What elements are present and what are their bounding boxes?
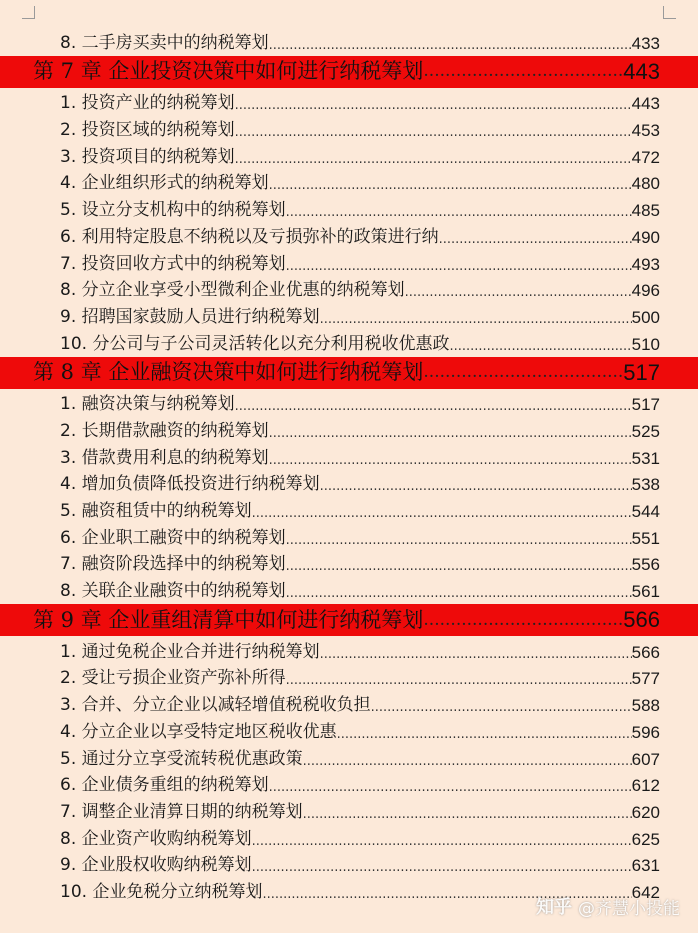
entry-title: 8. 二手房买卖中的纳税筹划 bbox=[60, 32, 269, 53]
dot-leader bbox=[320, 313, 632, 329]
toc-chapter-heading[interactable] bbox=[0, 56, 698, 88]
zhihu-logo: 知乎 bbox=[536, 897, 572, 918]
page-number: 443 bbox=[623, 58, 660, 84]
entry-title: 3. 借款费用利息的纳税筹划 bbox=[60, 447, 269, 468]
dot-leader bbox=[235, 126, 632, 142]
page-number: 642 bbox=[631, 882, 660, 902]
dot-leader bbox=[303, 755, 632, 771]
dot-leader bbox=[252, 835, 632, 851]
entry-title: 4. 分立企业以享受特定地区税收优惠 bbox=[60, 721, 337, 742]
entry-title: 1. 通过免税企业合并进行纳税筹划 bbox=[60, 641, 320, 662]
entry-title: 7. 投资回收方式中的纳税筹划 bbox=[60, 253, 286, 274]
dot-leader bbox=[371, 701, 632, 717]
toc-entry[interactable] bbox=[0, 664, 698, 691]
toc-entry[interactable] bbox=[0, 550, 698, 577]
entry-title: 9. 招聘国家鼓励人员进行纳税筹划 bbox=[60, 306, 320, 327]
dot-leader bbox=[235, 99, 632, 115]
page-corner-mark-left bbox=[22, 6, 35, 19]
page-number: 631 bbox=[631, 856, 660, 876]
toc-entry[interactable] bbox=[0, 89, 698, 116]
toc-entry[interactable] bbox=[0, 824, 698, 851]
dot-leader bbox=[286, 587, 632, 603]
entry-title: 9. 企业股权收购纳税筹划 bbox=[60, 855, 252, 876]
page-number: 496 bbox=[631, 281, 660, 301]
dot-leader bbox=[303, 808, 632, 824]
entry-title: 3. 合并、分立企业以减轻增值税税收负担 bbox=[60, 695, 371, 716]
watermark bbox=[536, 893, 680, 919]
entry-title: 8. 分立企业享受小型微利企业优惠的纳税筹划 bbox=[60, 280, 405, 301]
toc-entry[interactable] bbox=[0, 470, 698, 497]
dot-leader bbox=[405, 286, 632, 302]
page-number: 510 bbox=[631, 334, 660, 354]
toc-entry[interactable] bbox=[0, 142, 698, 169]
entry-title: 6. 利用特定股息不纳税以及亏损弥补的政策进行纳 bbox=[60, 226, 439, 247]
page-number: 531 bbox=[631, 448, 660, 468]
dot-leader bbox=[423, 364, 623, 381]
entry-title: 5. 设立分支机构中的纳税筹划 bbox=[60, 200, 286, 221]
entry-title: 6. 企业债务重组的纳税筹划 bbox=[60, 775, 269, 796]
page-number: 588 bbox=[631, 696, 660, 716]
dot-leader bbox=[235, 153, 632, 169]
dot-leader bbox=[286, 206, 632, 222]
page-number: 538 bbox=[631, 475, 660, 495]
chapter-title: 第 8 章 企业融资决策中如何进行纳税筹划 bbox=[33, 360, 424, 385]
toc-entry[interactable] bbox=[0, 576, 698, 603]
page-number: 433 bbox=[631, 33, 660, 53]
dot-leader bbox=[252, 861, 632, 877]
toc-chapter-heading[interactable] bbox=[0, 604, 698, 636]
toc-entry[interactable] bbox=[0, 169, 698, 196]
dot-leader bbox=[286, 674, 632, 690]
toc-entry[interactable] bbox=[0, 717, 698, 744]
page-number: 596 bbox=[631, 722, 660, 742]
entry-title: 5. 融资租赁中的纳税筹划 bbox=[60, 501, 252, 521]
entry-title: 6. 企业职工融资中的纳税筹划 bbox=[60, 527, 286, 548]
dot-leader bbox=[269, 454, 632, 470]
dot-leader bbox=[286, 260, 632, 276]
toc-entry[interactable] bbox=[0, 28, 698, 55]
page-number: 556 bbox=[631, 555, 660, 575]
toc-entry[interactable] bbox=[0, 329, 698, 356]
entry-title: 8. 关联企业融资中的纳税筹划 bbox=[60, 581, 286, 602]
dot-leader bbox=[235, 400, 632, 416]
page-number: 493 bbox=[631, 254, 660, 274]
page-number: 625 bbox=[631, 829, 660, 849]
entry-title: 3. 投资项目的纳税筹划 bbox=[60, 146, 235, 167]
toc-chapter-heading[interactable] bbox=[0, 357, 698, 389]
toc-entry[interactable] bbox=[0, 443, 698, 470]
watermark-author: @齐慧小投能 bbox=[578, 898, 680, 919]
entry-title: 2. 受让亏损企业资产弥补所得 bbox=[60, 668, 286, 689]
entry-title: 10. 分公司与子公司灵活转化以充分利用税收优惠政 bbox=[60, 333, 450, 354]
page-number: 566 bbox=[623, 607, 660, 633]
dot-leader bbox=[286, 534, 632, 550]
dot-leader bbox=[423, 63, 623, 80]
dot-leader bbox=[286, 560, 632, 576]
entry-title: 7. 调整企业清算日期的纳税筹划 bbox=[60, 801, 303, 822]
entry-title: 8. 企业资产收购纳税筹划 bbox=[60, 828, 252, 849]
page-number: 544 bbox=[631, 502, 660, 521]
toc-entry[interactable] bbox=[0, 771, 698, 798]
toc-entry[interactable] bbox=[0, 302, 698, 329]
toc-entry[interactable] bbox=[0, 195, 698, 222]
toc-entry[interactable] bbox=[0, 222, 698, 249]
dot-leader bbox=[269, 39, 632, 55]
page-number: 561 bbox=[631, 582, 660, 602]
entry-title: 4. 增加负债降低投资进行纳税筹划 bbox=[60, 474, 320, 495]
page-number: 525 bbox=[631, 421, 660, 441]
toc-entry[interactable] bbox=[0, 496, 698, 523]
dot-leader bbox=[449, 340, 631, 356]
page-number: 620 bbox=[631, 802, 660, 822]
chapter-title: 第 9 章 企业重组清算中如何进行纳税筹划 bbox=[33, 607, 424, 632]
toc-entry[interactable] bbox=[0, 276, 698, 303]
chapter-title: 第 7 章 企业投资决策中如何进行纳税筹划 bbox=[33, 59, 424, 84]
dot-leader bbox=[269, 179, 632, 195]
page-number: 500 bbox=[631, 307, 660, 327]
dot-leader bbox=[269, 781, 632, 797]
page-corner-mark-right bbox=[663, 6, 676, 19]
toc-entry[interactable] bbox=[0, 416, 698, 443]
entry-title: 1. 投资产业的纳税筹划 bbox=[60, 93, 235, 114]
page-number: 517 bbox=[623, 359, 660, 385]
page-number: 517 bbox=[631, 395, 660, 415]
page-number: 490 bbox=[631, 227, 660, 247]
dot-leader bbox=[439, 233, 632, 249]
dot-leader bbox=[423, 612, 623, 629]
page-number: 443 bbox=[631, 94, 660, 114]
entry-title: 4. 企业组织形式的纳税筹划 bbox=[60, 173, 269, 194]
table-of-contents bbox=[0, 28, 698, 904]
dot-leader bbox=[252, 507, 632, 523]
toc-entry[interactable] bbox=[0, 390, 698, 417]
entry-title: 2. 投资区域的纳税筹划 bbox=[60, 120, 235, 141]
page-number: 472 bbox=[631, 147, 660, 167]
entry-title: 10. 企业免税分立纳税筹划 bbox=[60, 881, 263, 902]
page-number: 577 bbox=[631, 669, 660, 689]
dot-leader bbox=[337, 728, 632, 744]
toc-entry[interactable] bbox=[0, 797, 698, 824]
page-number: 551 bbox=[631, 528, 660, 548]
dot-leader bbox=[320, 480, 632, 496]
entry-title: 2. 长期借款融资的纳税筹划 bbox=[60, 420, 269, 441]
entry-title: 1. 融资决策与纳税筹划 bbox=[60, 394, 235, 415]
toc-entry[interactable] bbox=[0, 249, 698, 276]
page-number: 453 bbox=[631, 121, 660, 141]
page-number: 612 bbox=[631, 776, 660, 796]
toc-entry[interactable] bbox=[0, 637, 698, 664]
toc-entry[interactable] bbox=[0, 744, 698, 771]
page-number: 607 bbox=[631, 749, 660, 769]
entry-title: 5. 通过分立享受流转税优惠政策 bbox=[60, 748, 303, 769]
page-number: 480 bbox=[631, 174, 660, 194]
toc-entry[interactable] bbox=[0, 690, 698, 717]
toc-entry[interactable] bbox=[0, 115, 698, 142]
page-number: 485 bbox=[631, 201, 660, 221]
page-number: 566 bbox=[631, 642, 660, 662]
dot-leader bbox=[320, 648, 632, 664]
toc-entry[interactable] bbox=[0, 523, 698, 550]
toc-entry[interactable] bbox=[0, 851, 698, 878]
entry-title: 7. 融资阶段选择中的纳税筹划 bbox=[60, 554, 286, 575]
dot-leader bbox=[269, 427, 632, 443]
